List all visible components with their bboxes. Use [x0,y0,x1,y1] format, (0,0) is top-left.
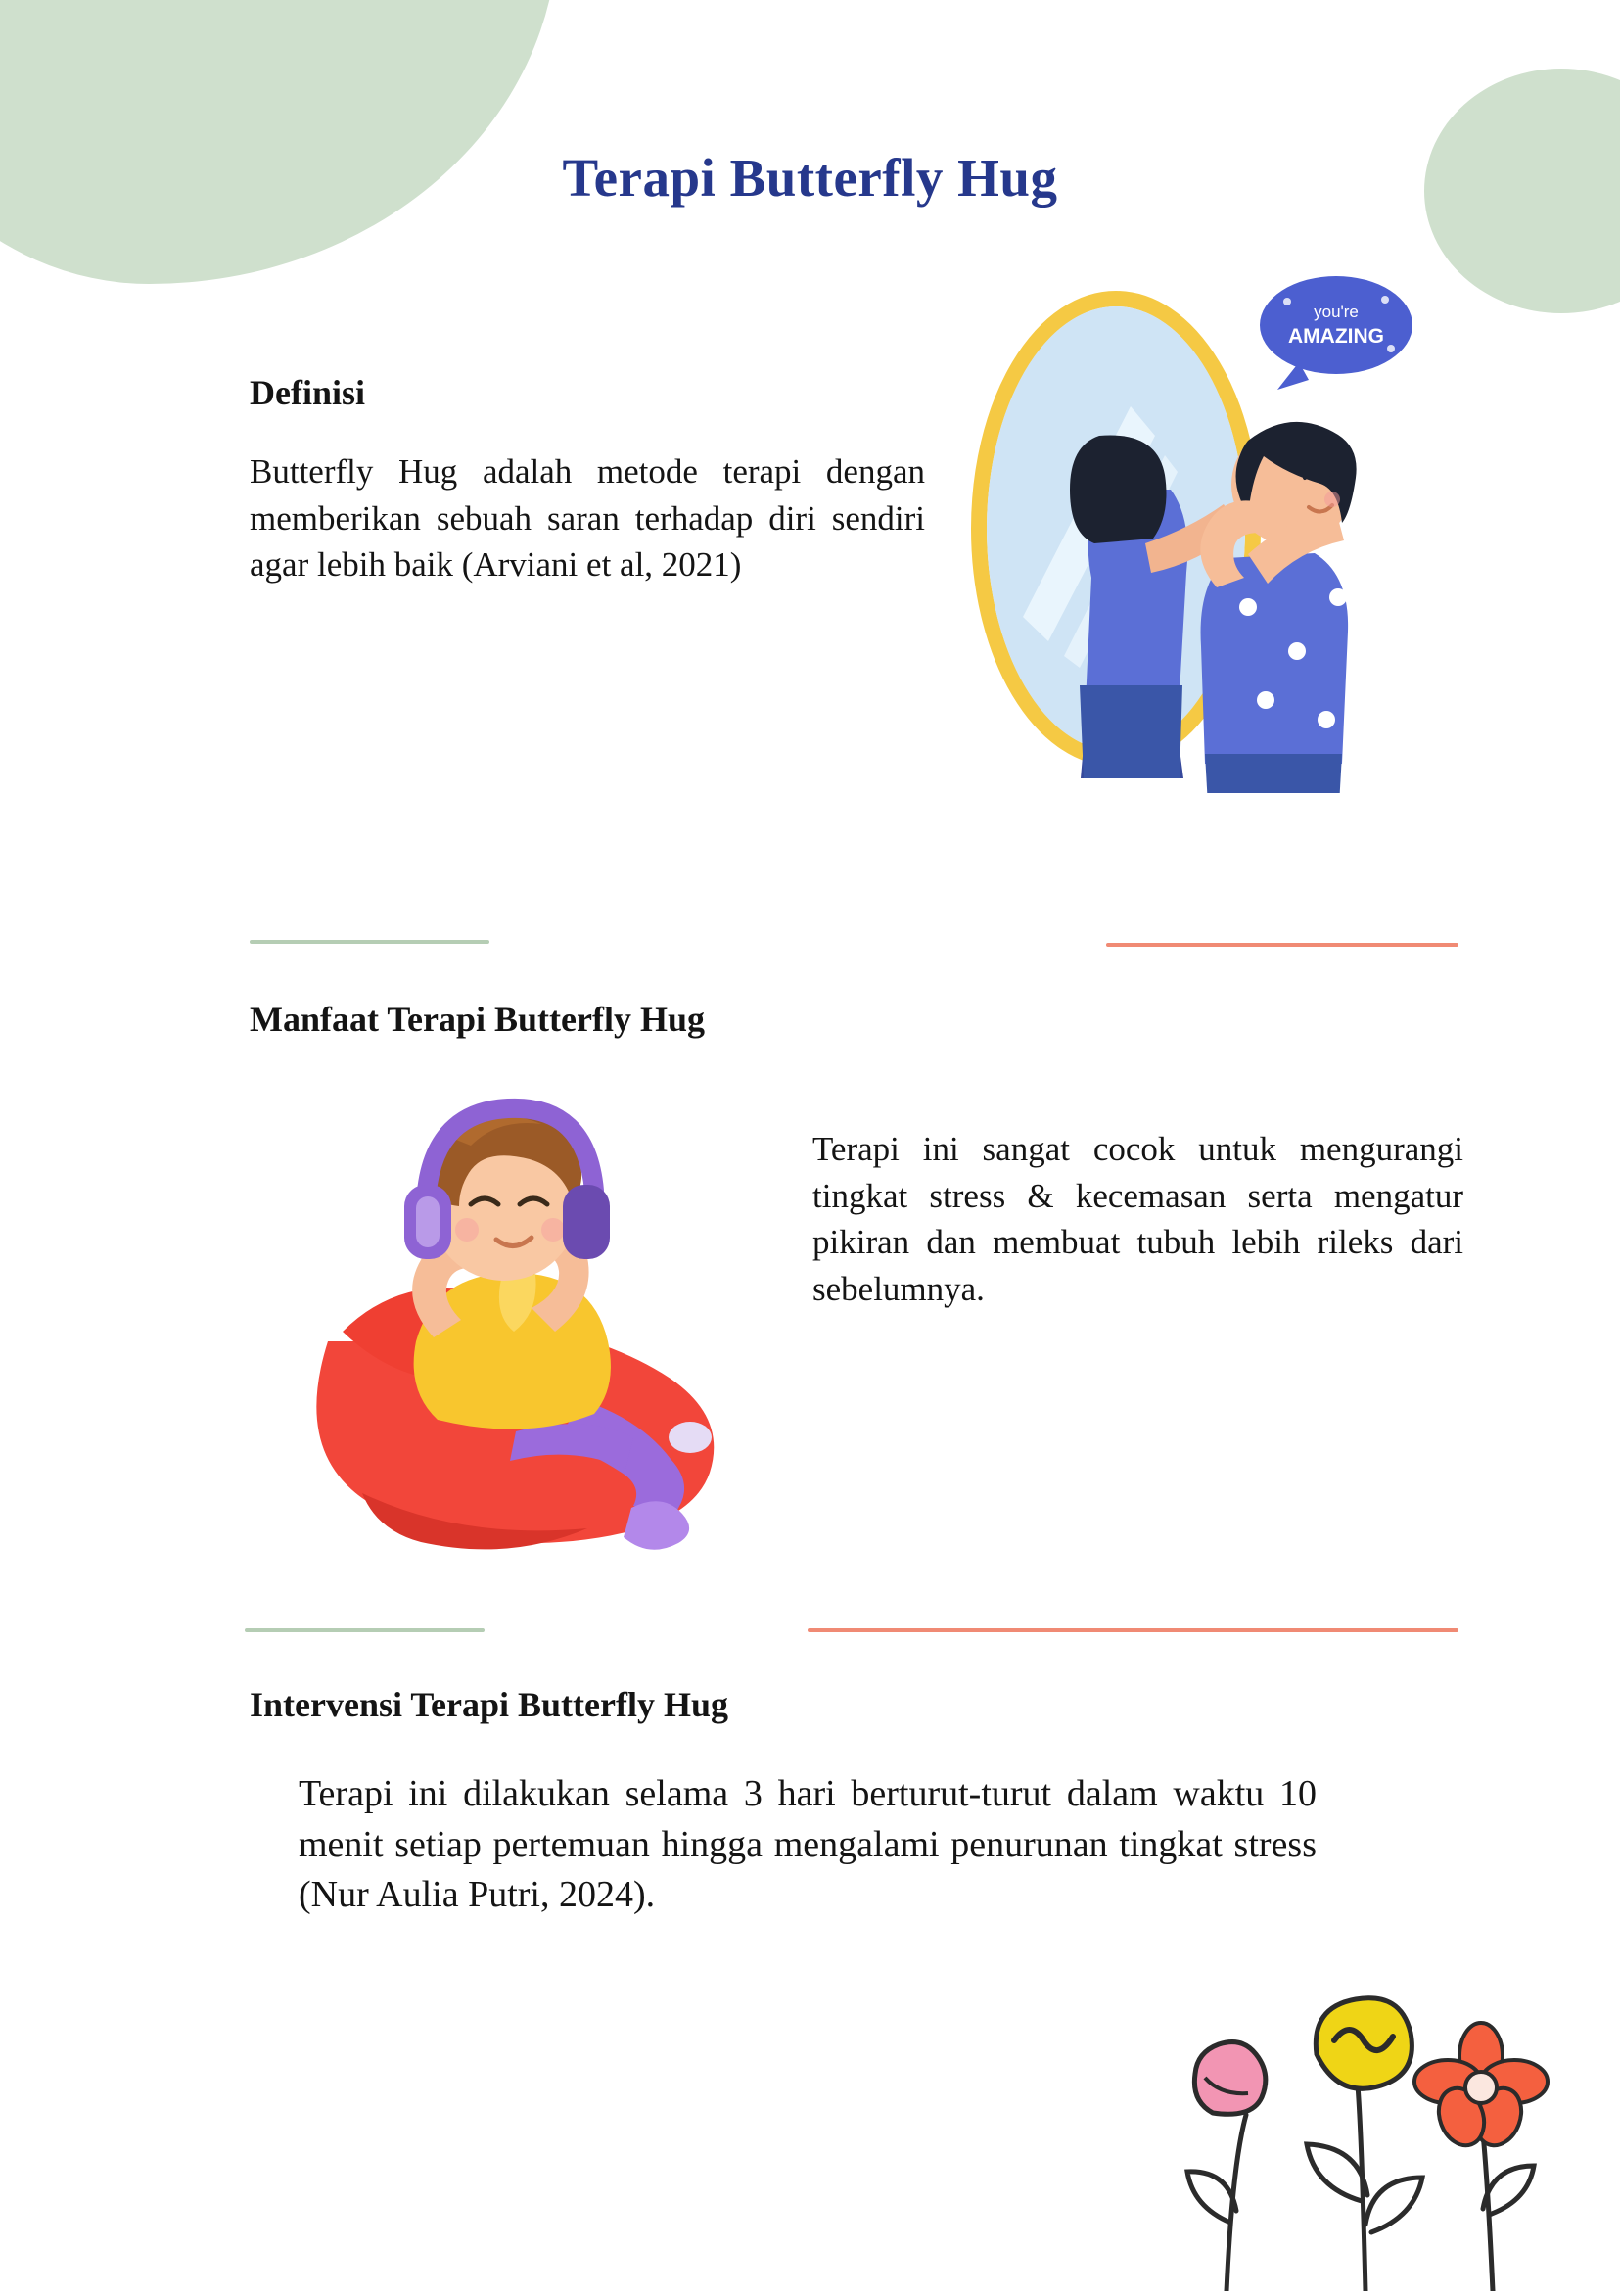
intervensi-body: Terapi ini dilakukan selama 3 hari berturut-turut dalam waktu 10 menit setiap pertemuan hingga mengalami penurunan tingkat stress (Nur Aulia Putri, 2024). [299,1773,1317,1916]
flowers-doodle-illustration [1170,1939,1581,2291]
definisi-body: Butterfly Hug adalah metode terapi dengan memberikan sebuah saran terhadap diri sendiri agar lebih baik (Arviani et al, 2021) [250,452,925,585]
manfaat-heading: Manfaat Terapi Butterfly Hug [250,1000,705,1039]
divider-green-1 [250,940,489,944]
boy-relaxing-beanbag-headphones-illustration [269,1048,788,1557]
decorative-blob-top-left [0,0,558,284]
definisi-heading: Definisi [250,373,366,412]
svg-text:AMAZING: AMAZING [1288,325,1384,348]
manfaat-body: Terapi ini sangat cocok untuk mengurangi tingkat stress & kecemasan serta mengatur pikiran dan membuat tubuh lebih rileks dari sebelumnya. [812,1130,1463,1308]
definisi-text-column [250,372,925,588]
manfaat-text-column [812,1126,1463,1312]
section-intervensi [250,1684,1463,1921]
intervensi-heading: Intervensi Terapi Butterfly Hug [250,1685,729,1724]
section-manfaat [250,999,1463,1308]
divider-green-2 [245,1628,485,1632]
woman-hugging-self-mirror-illustration [954,264,1414,793]
speech-bubble [1260,276,1412,390]
page-title: Terapi Butterfly Hug [562,148,1058,208]
svg-text:you're: you're [1314,303,1359,321]
divider-coral-2 [808,1628,1458,1632]
divider-coral-1 [1106,943,1458,947]
